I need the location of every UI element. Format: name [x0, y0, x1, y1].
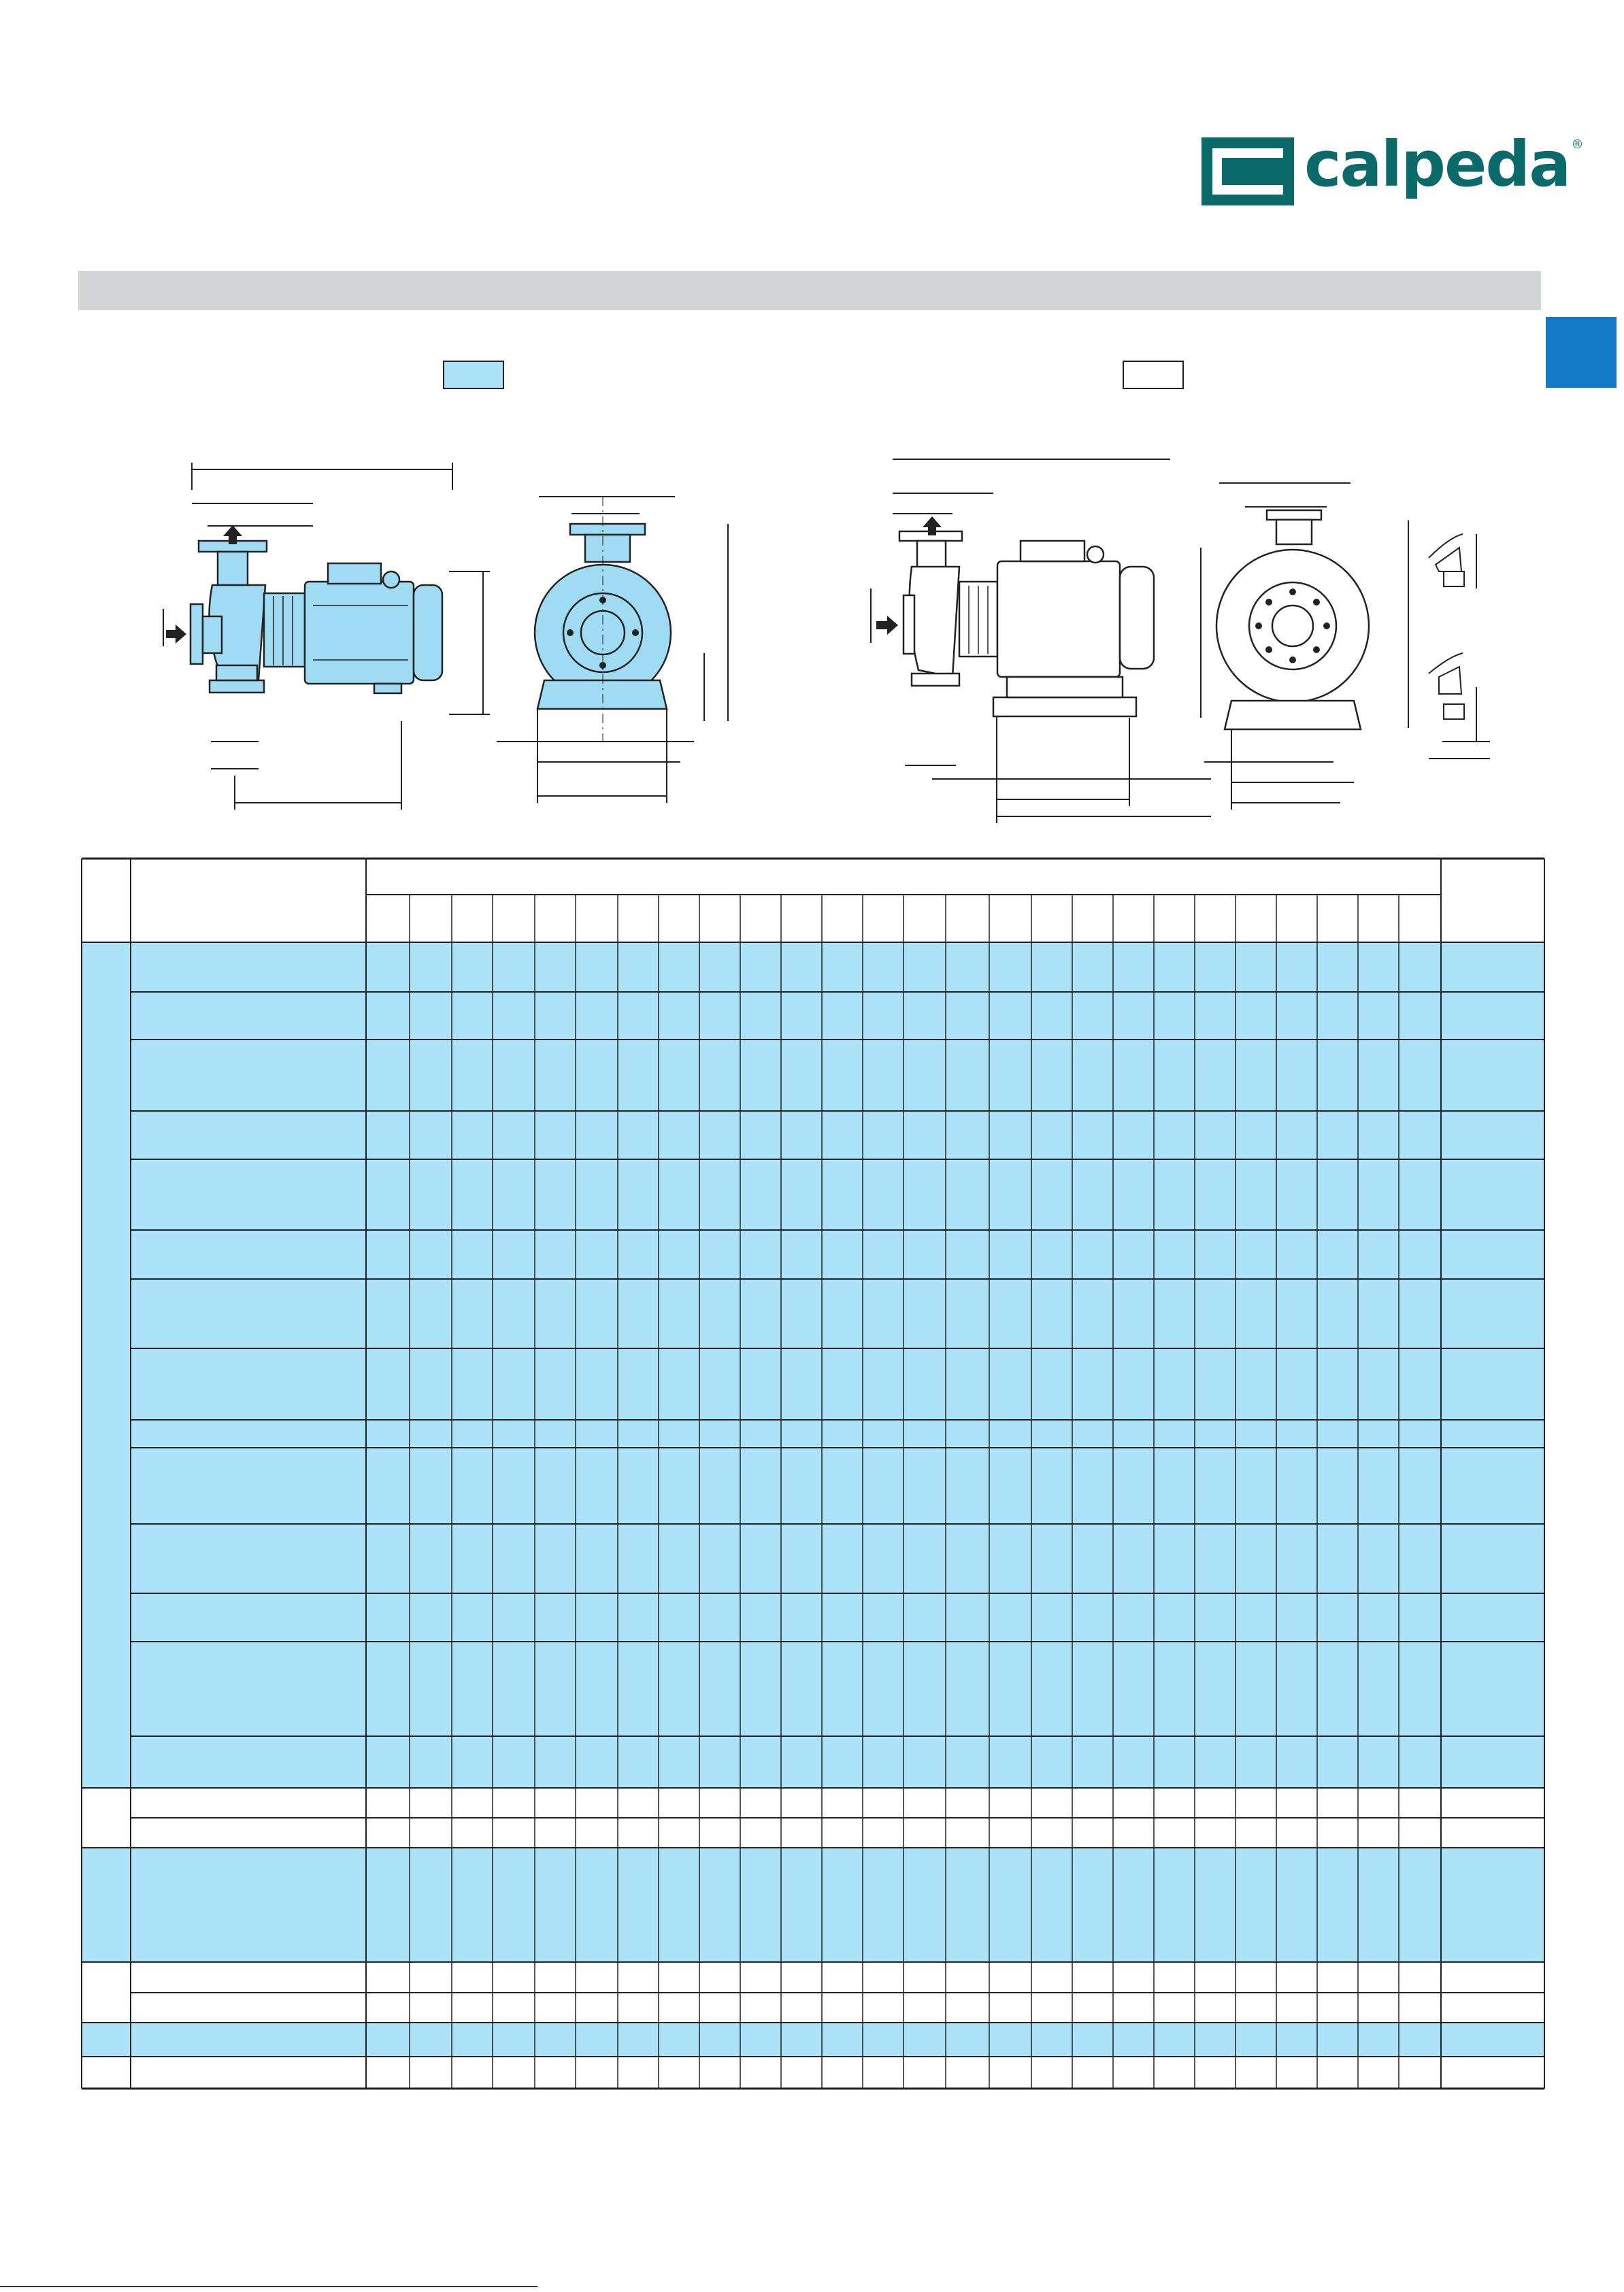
table-row: [82, 1642, 1544, 1736]
table-row: [82, 942, 1544, 992]
table-row: [82, 1230, 1544, 1279]
table-row: [82, 1040, 1544, 1111]
calpeda-logo-text: calpeda ®: [1304, 128, 1582, 201]
table-row: [82, 992, 1544, 1040]
table-row: [82, 1420, 1544, 1448]
table-row: [82, 1159, 1544, 1230]
table-row: [82, 2023, 1544, 2057]
table-row: [82, 1111, 1544, 1159]
table-row: [82, 1736, 1544, 1788]
table-row: [82, 1279, 1544, 1348]
table-row: [82, 1593, 1544, 1642]
table-row: [82, 1524, 1544, 1593]
footer-rule: [0, 2286, 537, 2287]
table-row: [82, 1848, 1544, 1962]
table-row: [82, 1448, 1544, 1524]
table-row: [82, 1348, 1544, 1420]
